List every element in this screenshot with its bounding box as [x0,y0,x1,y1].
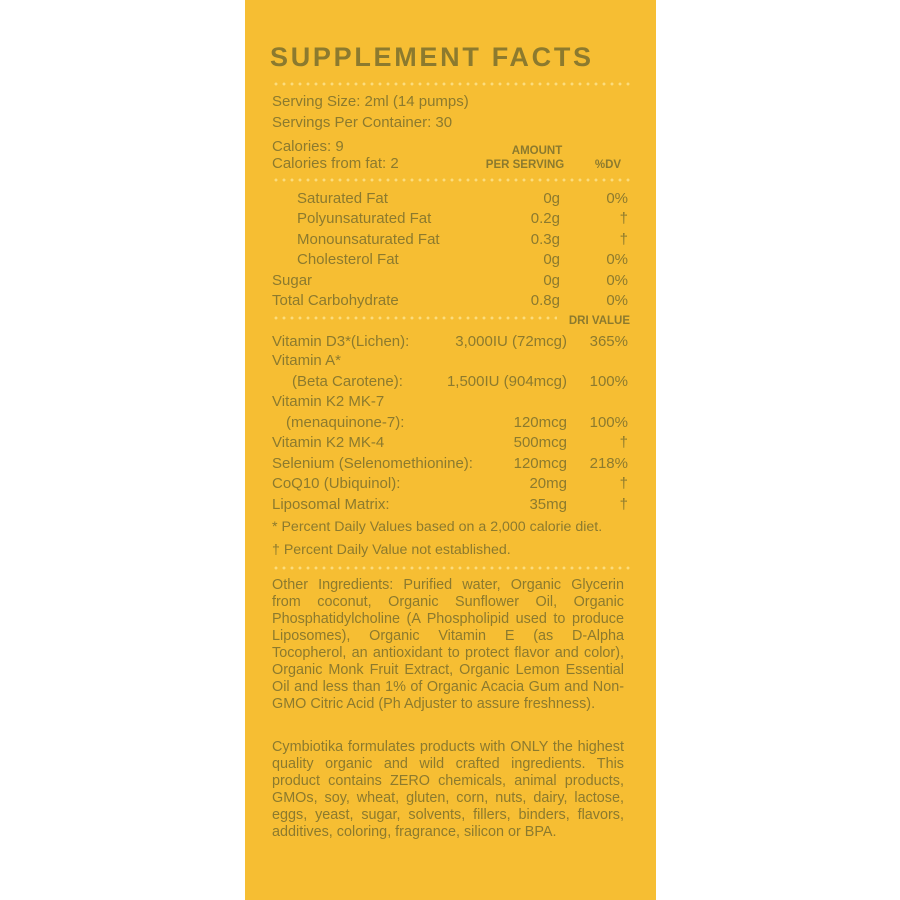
vitamin-name: Vitamin A* [272,352,341,369]
vitamin-name: (Beta Carotene): [292,373,403,390]
nutrient-amount: 0.2g [530,210,560,227]
vitamin-name: Vitamin K2 MK-7 [272,393,385,410]
nutrient-name: Cholesterol Fat [297,251,399,268]
serving-size: Serving Size: 2ml (14 pumps) [272,93,469,110]
nutrient-name: Monounsaturated Fat [297,231,440,248]
vitamin-name: Vitamin K2 MK-4 [272,434,385,451]
nutrient-dv: 0% [606,190,628,207]
nutrient-name: Saturated Fat [297,190,388,207]
vitamin-amount: 1,500IU (904mcg) [446,373,567,390]
footnote-daily-values: * Percent Daily Values based on a 2,000 calorie diet. [272,519,603,535]
vitamin-dv: 218% [589,455,628,472]
vitamin-amount: 35mg [529,496,567,513]
nutrient-name: Polyunsaturated Fat [297,210,432,227]
vitamin-name: (menaquinone-7): [286,414,405,431]
nutrient-amount: 0g [543,251,560,268]
vitamin-dv: † [619,434,628,451]
nutrient-dv: 0% [606,251,628,268]
servings-per-container: Servings Per Container: 30 [272,114,453,131]
nutrient-amount: 0.8g [530,292,560,309]
dotted-divider [272,316,557,320]
nutrient-dv: 0% [606,292,628,309]
dotted-divider [272,82,630,86]
vitamin-amount: 3,000IU (72mcg) [455,333,567,350]
nutrient-name: Total Carbohydrate [272,292,399,309]
calories-from-fat: Calories from fat: 2 [272,155,399,172]
quality-statement: Cymbiotika formulates products with ONLY the highest quality organic and wild crafted ingredients. This product contains ZERO chemicals, animal products, GMOs, soy, wheat, gluten, corn, nuts, dairy, lactose, eggs, yeast, sugar, solvents, fillers, binders, flavors, additives, coloring, fragrance, silicon or BPA. [272,739,624,840]
vitamin-dv: † [619,475,628,492]
amount-header-line-1: AMOUNT [511,145,563,157]
nutrient-amount: 0g [543,272,560,289]
footnote-not-established: † Percent Daily Value not established. [272,542,511,558]
dri-header: DRI VALUE [568,315,630,327]
vitamin-dv: † [619,496,628,513]
vitamin-amount: 120mcg [513,455,567,472]
vitamin-dv: 100% [589,373,628,390]
nutrient-dv: † [619,231,628,248]
nutrient-dv: † [619,210,628,227]
vitamin-dv: 100% [589,414,628,431]
vitamin-name: CoQ10 (Ubiquinol): [272,475,401,492]
nutrient-dv: 0% [606,272,628,289]
vitamin-name: Vitamin D3*(Lichen): [272,333,410,350]
other-ingredients: Other Ingredients: Purified water, Organic Glycerin from coconut, Organic Sunflower Oil, Organic Phosphatidylcholine (A Phospholipid used to produce Liposomes), Organic Vitamin E (as D-Alpha Tocopherol, an antioxidant to protect flavor and color), Organic Monk Fruit Extract, Organic Lemon Essential Oil and less than 1% of Organic Acacia Gum and Non-GMO Citric Acid (Ph Adjuster to assure freshness). [272,577,624,712]
vitamin-amount: 120mcg [513,414,567,431]
calories: Calories: 9 [272,138,344,155]
nutrient-amount: 0.3g [530,231,560,248]
vitamin-amount: 20mg [529,475,567,492]
supplement-facts-title: SUPPLEMENT FACTS [270,42,594,72]
nutrient-name: Sugar [272,272,313,289]
vitamin-dv: 365% [589,333,628,350]
amount-header-line-2: PER SERVING [485,159,565,171]
dv-header: %DV [594,159,622,171]
vitamin-name: Selenium (Selenomethionine): [272,455,473,472]
vitamin-name: Liposomal Matrix: [272,496,390,513]
vitamin-amount: 500mcg [513,434,567,451]
nutrient-amount: 0g [543,190,560,207]
dotted-divider [272,566,630,570]
dotted-divider [272,178,630,182]
